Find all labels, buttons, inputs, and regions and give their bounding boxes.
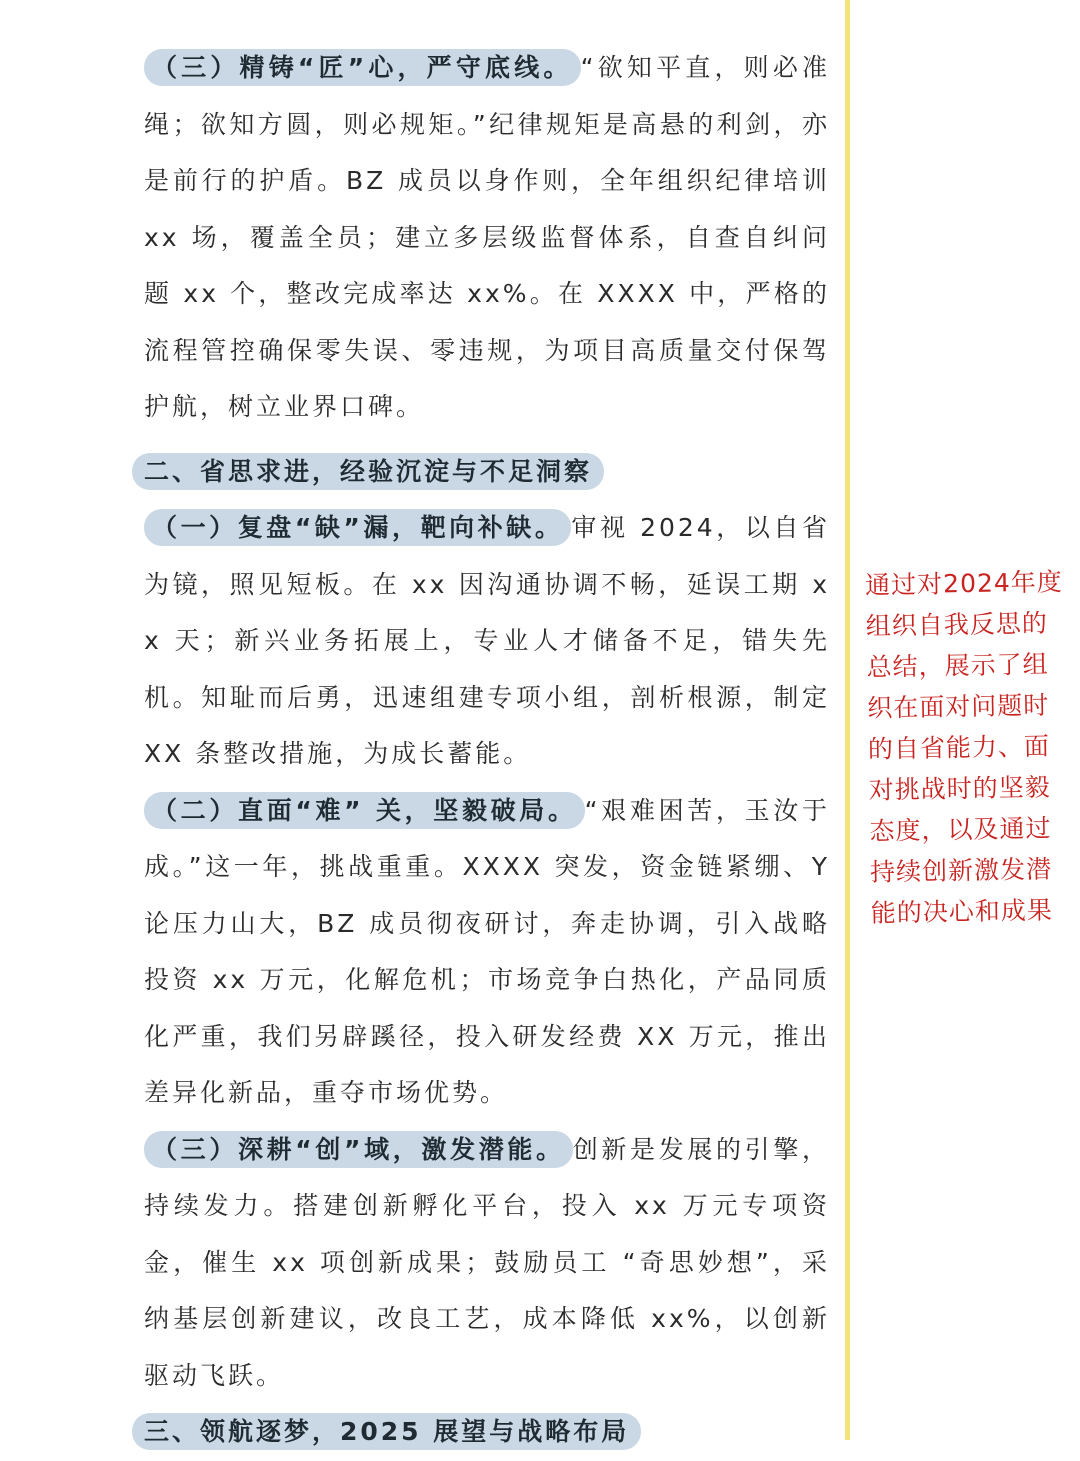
paragraph-text: 创新是发展的引擎，持续发力。搭建创新孵化平台，投入 xx 万元专项资金，催生 xx 项创新成果；鼓励员工 “奇思妙想”，采纳基层创新建议，改良工艺，成本降低 xx%，以创新驱动飞跃。 [144,1134,830,1390]
margin-divider [845,0,850,1440]
paragraph-section-2-2 [80,783,830,1122]
paragraph-text: “欲知平直，则必准绳；欲知方圆，则必规矩。”纪律规矩是高悬的利剑，亦是前行的护盾。BZ 成员以身作则，全年组织纪律培训 xx 场，覆盖全员；建立多层级监督体系，自查自纠问题 xx 个，整改完成率达 xx%。在 XXXX 中，严格的流程管控确保零失误、零违规，为项目高质量交付保驾护航，树立业界口碑。 [144,53,830,421]
document-body [80,40,830,1461]
paragraph-text: 审视 2024，以自省为镜，照见短板。在 xx 因沟通协调不畅，延误工期 xx 天；新兴业务拓展上，专业人才储备不足，错失先机。知耻而后勇，迅速组建专项小组，剖析根源，制定 XX 条整改措施，为成长蓄能。 [144,513,830,768]
paragraph-section-2-3 [80,1122,830,1405]
subheading-section-2-1: （一）复盘“缺”漏，靶向补缺。 [144,509,571,546]
subheading-section-2-3: （三）深耕“创”域，激发潜能。 [144,1131,573,1168]
subheading-section-2-2: （二）直面“难” 关，坚毅破局。 [144,792,585,829]
heading-3-label: 三、领航逐梦，2025 展望与战略布局 [132,1413,641,1450]
paragraph-section-1-3 [80,40,830,436]
paragraph-text: “艰难困苦，玉汝于成。”这一年，挑战重重。XXXX 突发，资金链紧绷、Y 论压力山大，BZ 成员彻夜研讨，奔走协调，引入战略投资 xx 万元，化解危机；市场竞争白热化，产品同质化严重，我们另辟蹊径，投入研发经费 XX 万元，推出差异化新品，重夺市场优势。 [144,795,830,1107]
heading-2-label: 二、省思求进，经验沉淀与不足洞察 [132,453,604,490]
paragraph-section-2-1 [80,500,830,783]
handwritten-annotation: 通过对2024年度组织自我反思的总结，展示了组织在面对问题时的自省能力、面对挑战时的坚毅态度，以及通过持续创新激发潜能的决心和成果 [864,567,1064,928]
subheading-section-1-3: （三）精铸“匠”心，严守底线。 [144,49,581,86]
section-heading-2 [80,444,830,501]
section-heading-3 [80,1404,830,1461]
